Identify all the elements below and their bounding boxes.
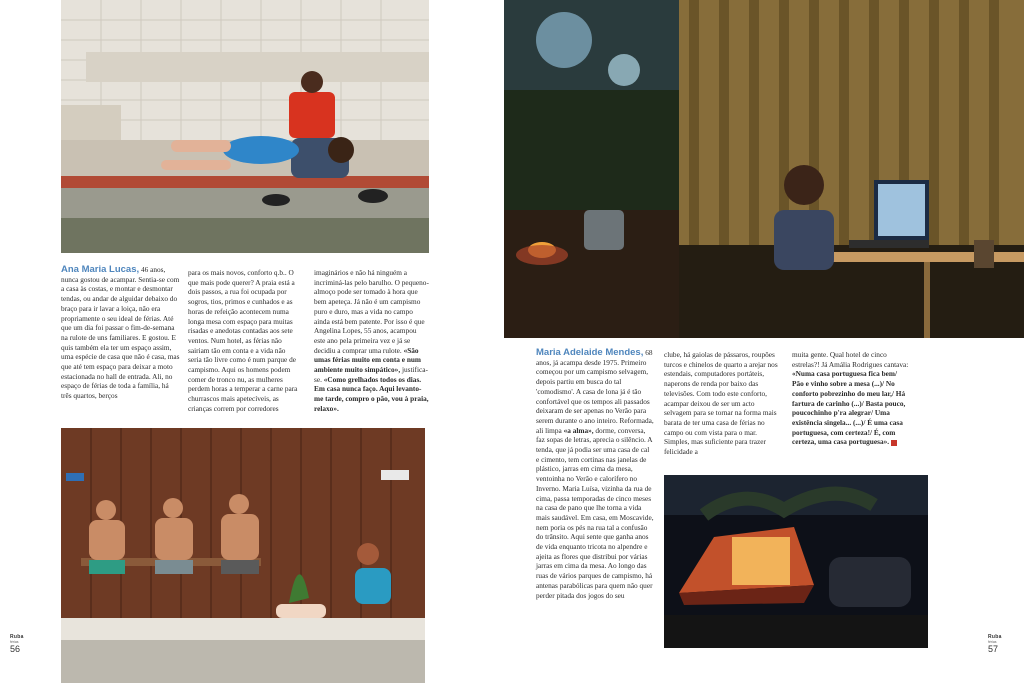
photo-boy-laptop-night — [504, 0, 1024, 338]
photo-seniors-bench — [61, 428, 425, 683]
story2-quote-alma: «a alma», — [563, 425, 594, 435]
brand-mark-right: Ruba — [988, 634, 1002, 640]
story1-quote-1: «São umas férias muito em conta e num ambiente muito simpático», — [314, 345, 422, 375]
story2-column-1 — [536, 348, 654, 600]
story2-column-3 — [792, 350, 910, 447]
story2-person-name: Maria Adelaide Mendes, — [536, 347, 644, 358]
photo-seniors-bench-image — [61, 428, 425, 683]
story1-column-1 — [61, 265, 180, 401]
photo-couple-resting — [61, 0, 429, 253]
photo-boy-laptop-night-image — [504, 0, 1024, 338]
story1-person-name: Ana Maria Lucas, — [61, 264, 140, 275]
story1-column-2 — [188, 268, 300, 414]
story2-text-col1b: dorme, conversa, faz sopas de letras, aprecia o silêncio. A tenda, que já podia ser uma casa de cal e cimento, tem cortinas nas janelas de plástico, jarras em cima da mesa, ventoinha no Verão e calorífero no Inverno. Maria Luísa, vizinha da rua de cima, passa temporadas de cinco meses na casa de pano que lhe torna a vida mais saudável. Em casa, em Moscavide, nem poria os pés na rua tal a confusão do trânsito. Aqui sente que ganha anos de vida enquanto tricota no alpendre e ajeita as flores que distribui por várias jarras em cima da mesa. Ao longo das ruas de vários parques de campismo, há antenas parabólicas para quem não quer perder pitada dos jogos do seu — [536, 425, 654, 600]
brand-mark: Ruba — [10, 634, 24, 640]
story2-text-col3a: muita gente. Qual hotel de cinco estrelas?! Já Amália Rodrigues cantava: — [792, 350, 909, 369]
page-number-right: 57 — [988, 644, 999, 654]
story1-text-col3: imaginários e não há ninguém a incriminá-las pelo barulho. O pequeno-almoço pode ser tomado à hora que bem apeteça. Já não é um campismo puro e duro, mas a vida no campo ainda está bem patente. Por isso é que Angelina Lopes, 55 anos, acampou este ano pela primeira vez e já se decidiu a comprar uma rulote. — [314, 268, 429, 355]
section-label: férias — [10, 640, 19, 644]
story2-text-col1a: 68 anos, já acampa desde 1975. Primeiro começou por um campismo selvagem, depois partiu em busca do tal 'comodismo'. A casa de lona já é tão confortável que os tempos ali passados deixaram de ser apenas no Verão para serem durante o ano inteiro. Reformada, ali limpa — [536, 348, 654, 435]
photo-tent-night — [664, 475, 928, 648]
story1-quote-2: «Como grelhados todos os dias. Em casa nunca faço. Aqui levanto-me tarde, compro o pão, vou à praia, relaxo». — [314, 374, 429, 413]
story1-text-col1: 46 anos, nunca gostou de acampar. Sentia-se com a casa às costas, e montar e desmontar tendas, ou andar de alguidar debaixo do braço para ir lavar a loiça, não era propriamente o seu ideal de férias. Até que um dia foi passar o fim-de-semana na rulote de uns familiares. E gostou. E quis também ela ter um espaço assim, uma espécie de casa que não é casa, mas que até tem espaço para deixar a moto estacionada no hall de entrada. Ali, no espaço de férias de toda a família, há três quartos, berços — [61, 265, 180, 401]
story2-song-quote: «Numa casa portuguesa fica bem/ Pão e vinho sobre a mesa (...)/ No conforto pobrezinho do meu lar,/ Há fartura de carinho (...)/ Basta pouco, poucochinho p'ra alegrar/ Uma existência singela... (...)/ É uma casa portuguesa, com certeza!/ É, com certeza, uma casa portuguesa». — [792, 369, 906, 447]
page-number: 56 — [10, 644, 21, 654]
story2-text-col2: clube, há gaiolas de pássaros, roupões turcos e chinelos de quarto a arejar nos estendais, computadores portáteis, naperons de renda por baixo das televisões. Com todo este conforto, acampar deixou de ser um acto selvagem para se tornar na forma mais barata de ter uma casa de férias no campo ou com vista para o mar. Simples, mas suficiente para trazer felicidade a — [664, 350, 778, 457]
section-label-right: férias — [988, 640, 997, 644]
story1-text-col2: para os mais novos, conforto q.b.. O que mais pode querer? A praia está a dois passos, a rua foi ocupada por sogros, tios, primos e cunhados e as horas de refeição acontecem numa longa mesa com espaço para muitas risadas e anedotas contadas aos sete ventos. Num hotel, as férias não sairiam tão em conta e a vida não seria tão livre como é num parque de campismo. Aqui os homens podem comer de tronco nu, as mulheres perdem horas a temperar a carne para churrascos mais apetecíveis, as crianças correm por corredores — [188, 268, 298, 413]
left-page-folio — [10, 634, 24, 654]
story1-column-3 — [314, 268, 429, 414]
story1-after-quote: justifica-se. — [314, 365, 428, 384]
article-end-mark — [891, 440, 897, 446]
photo-couple-resting-image — [61, 0, 429, 253]
right-page-folio — [988, 634, 1002, 654]
story2-column-2 — [664, 350, 780, 457]
photo-tent-night-image — [664, 475, 928, 648]
